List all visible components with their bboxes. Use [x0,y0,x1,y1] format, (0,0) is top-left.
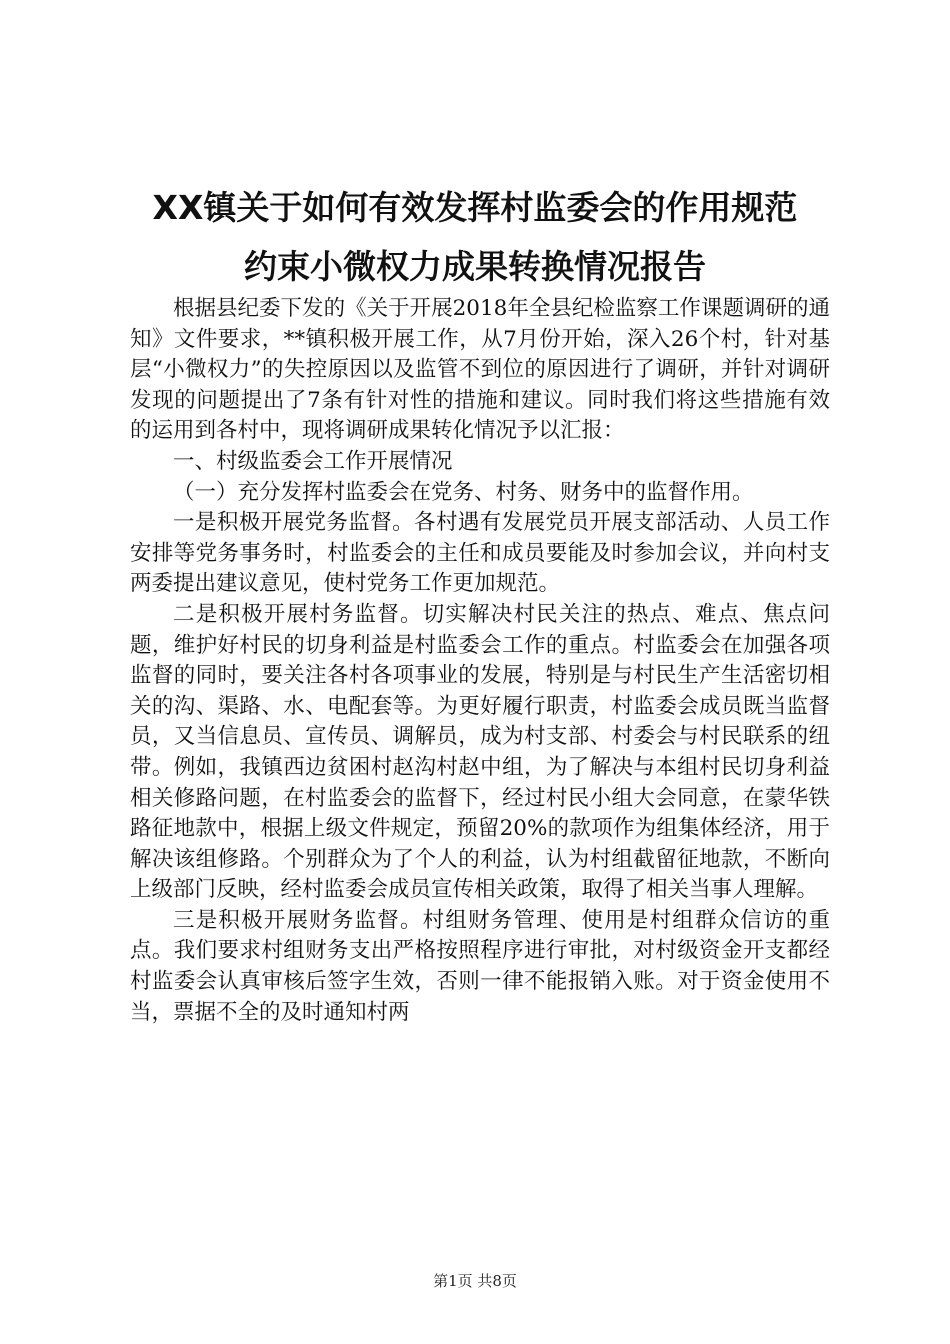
page-footer: 第1页 共8页 [433,1272,517,1290]
paragraph-village-supervision: 二是积极开展村务监督。切实解决村民关注的热点、难点、焦点问题，维护好村民的切身利益是村监委会工作的重点。村监委会在加强各项监督的同时，要关注各村各项事业的发展，特别是与村民生产生活密切相关的沟、渠路、水、电配套等。为更好履行职责，村监委会成员既当监督员，又当信息员、宣传员、调解员，成为村支部、村委会与村民联系的纽带。例如，我镇西边贫困村赵沟村赵中组，为了解决与本组村民切身利益相关修路问题，在村监委会的监督下，经过村民小组大会同意，在蒙华铁路征地款中，根据上级文件规定，预留20%的款项作为组集体经济，用于解决该组修路。个别群众为了个人的利益，认为村组截留征地款，不断向上级部门反映，经村监委会成员宣传相关政策，取得了相关当事人理解。 [130,601,830,903]
section-heading: 一、村级监委会工作开展情况 [173,448,453,474]
paragraph-intro: 根据县纪委下发的《关于开展2018年全县纪检监察工作课题调研的通知》文件要求，**镇积极开展工作，从7月份开始，深入26个村，针对基层“小微权力”的失控原因以及监管不到位的原因进行了调研，并针对调研发现的问题提出了7条有针对性的措施和建议。同时我们将这些措施有效的运用到各村中，现将调研成果转化情况予以汇报： [130,296,830,444]
subsection-heading: （一）充分发挥村监委会在党务、村务、财务中的监督作用。 [173,479,754,505]
document-title-line-2: 约束小微权力成果转换情况报告 [244,247,706,286]
document-title-line-1: XX镇关于如何有效发挥村监委会的作用规范 [152,188,798,227]
paragraph-party-supervision: 一是积极开展党务监督。各村遇有发展党员开展支部活动、人员工作安排等党务事务时，村监委会的主任和成员要能及时参加会议，并向村支两委提出建议意见，使村党务工作更加规范。 [130,510,830,597]
document-body [130,294,830,1028]
paragraph-finance-supervision: 三是积极开展财务监督。村组财务管理、使用是村组群众信访的重点。我们要求村组财务支出严格按照程序进行审批，对村级资金开支都经村监委会认真审核后签字生效，否则一律不能报销入账。对于资金使用不当，票据不全的及时通知村两 [130,907,830,1025]
